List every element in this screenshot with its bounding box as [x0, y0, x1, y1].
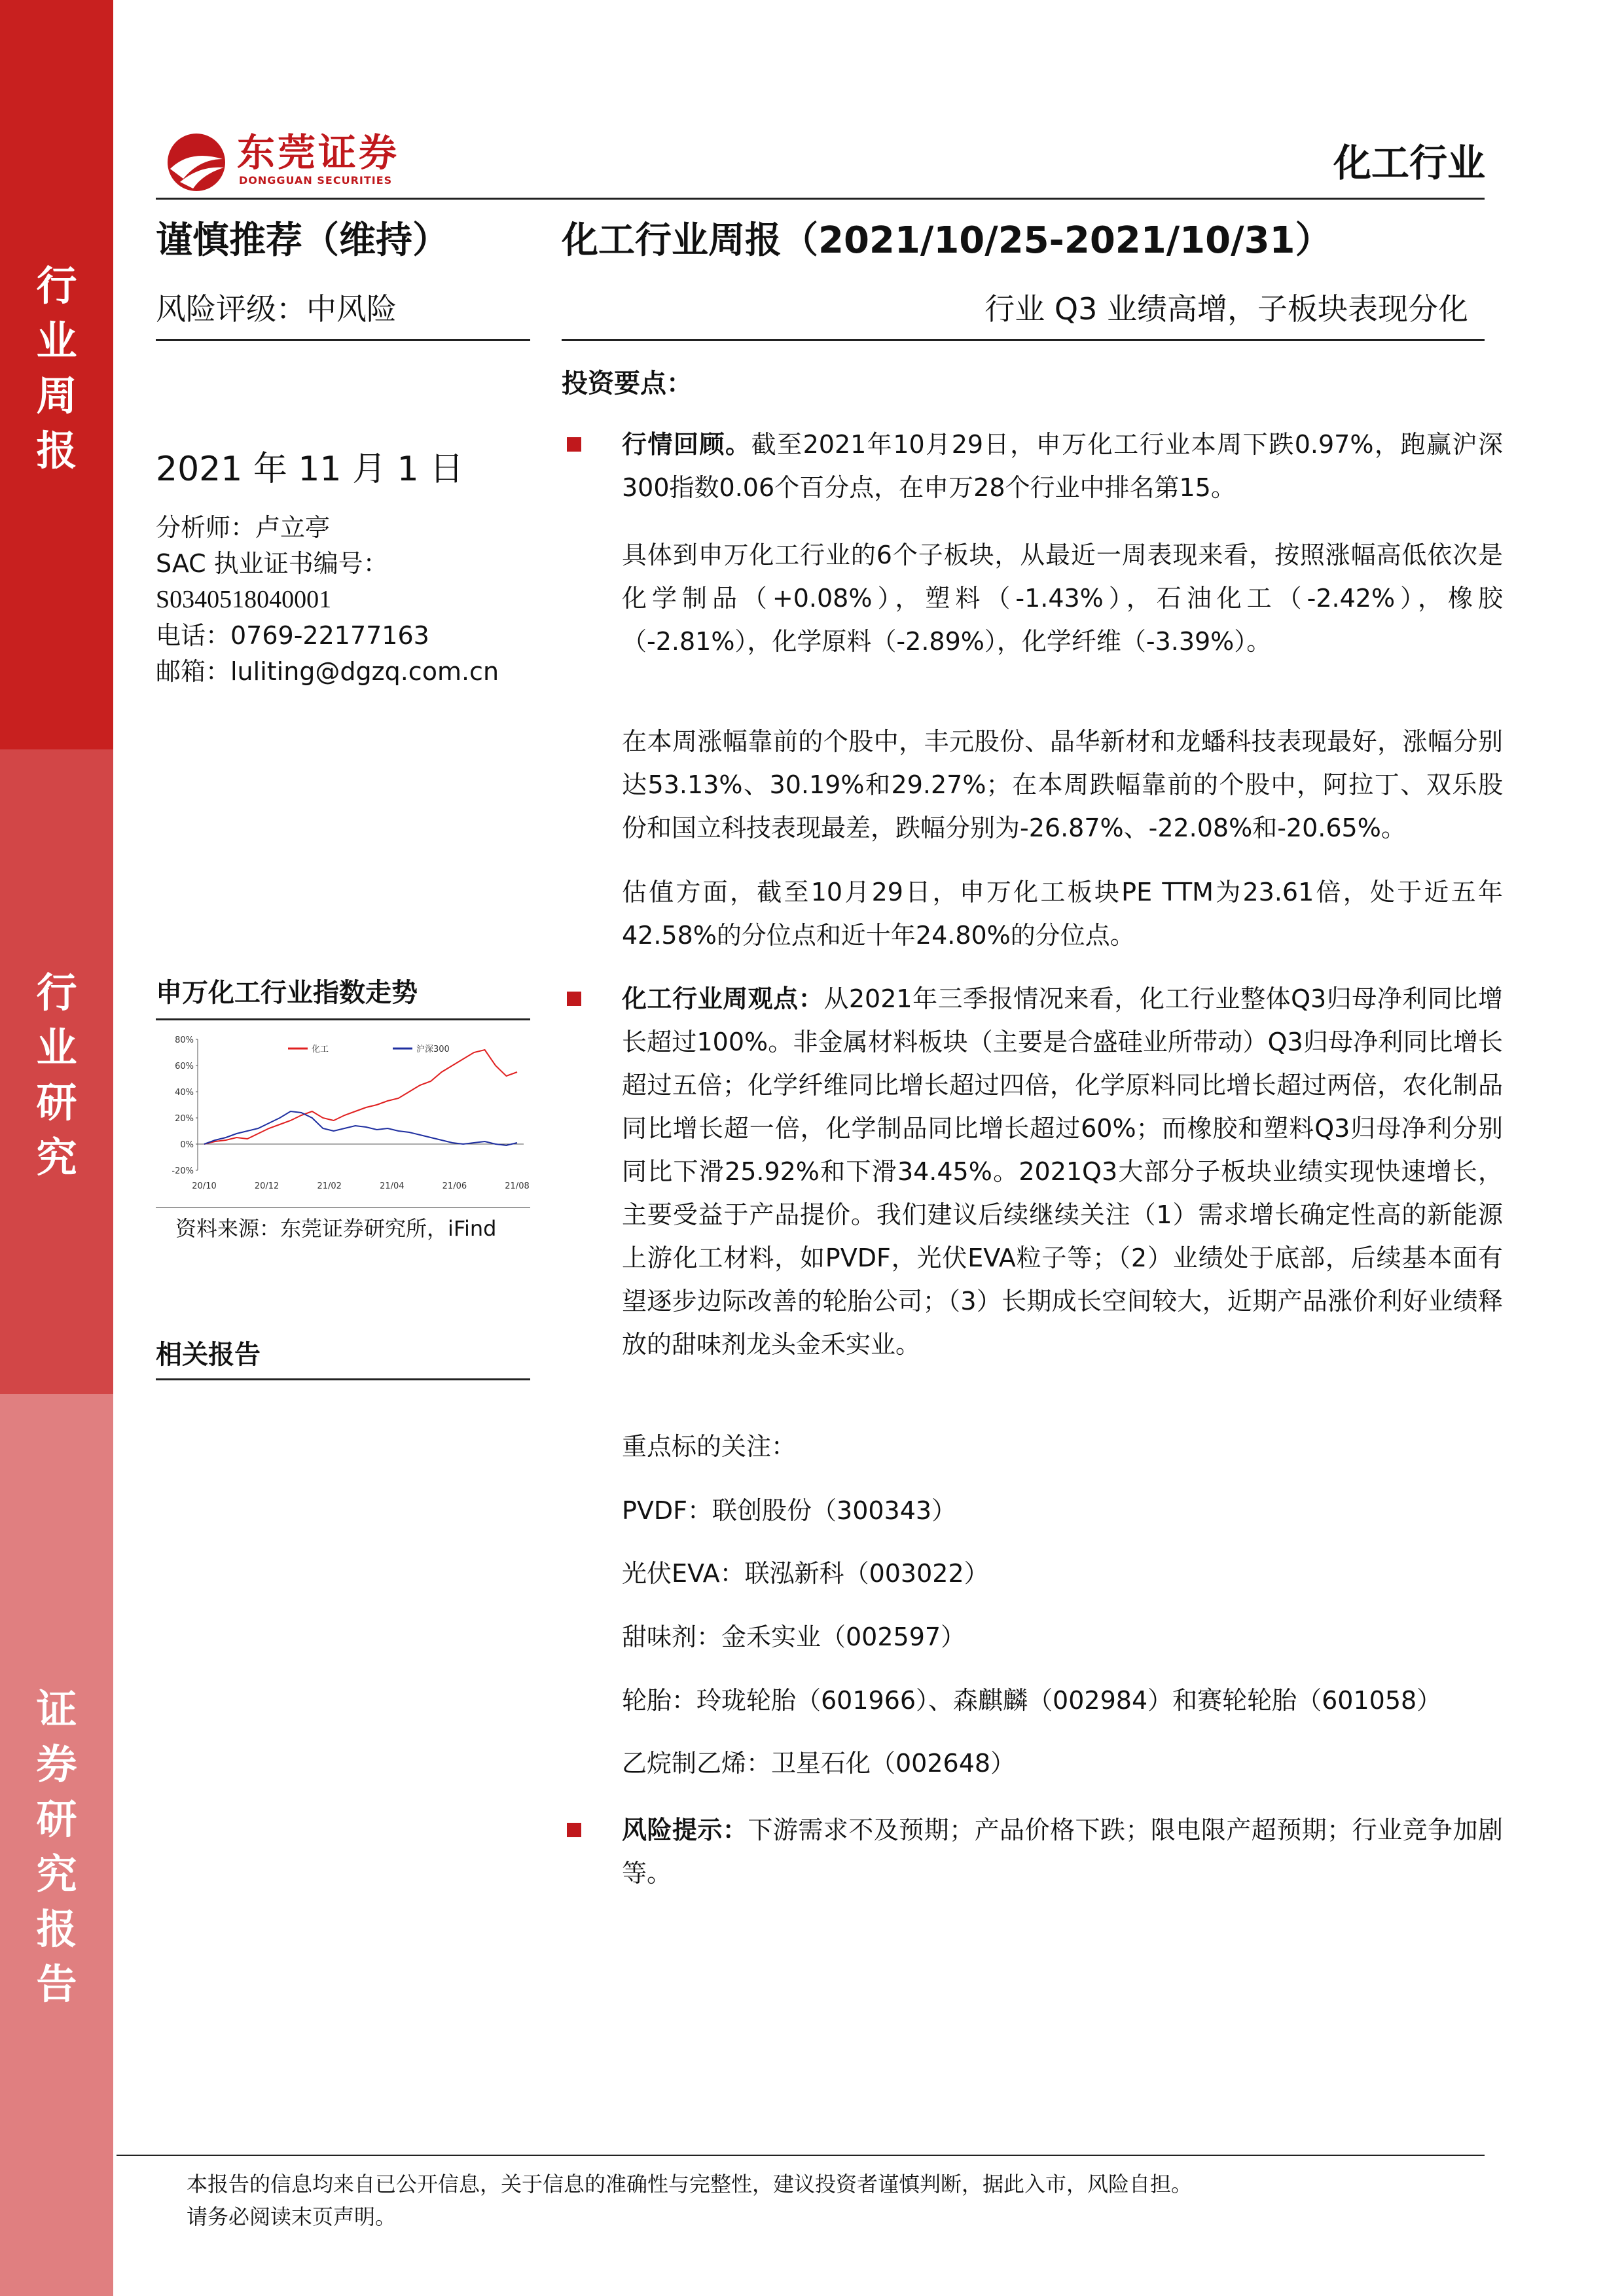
report-subtitle: 行业 Q3 业绩高增，子板块表现分化 — [984, 291, 1468, 327]
analyst-email: 邮箱：luliting@dgzq.com.cn — [156, 657, 499, 686]
chart-source: 资料来源：东莞证券研究所，iFind — [175, 1216, 497, 1241]
y-tick-label: 20% — [175, 1114, 194, 1124]
market-review-body: 截至2021年10月29日，申万化工行业本周下跌0.97%，跑赢沪深300指数0.06个百分点，在申万28个行业中排名第15。 — [622, 430, 1503, 502]
footer-notice: 请务必阅读末页声明。 — [187, 2204, 397, 2229]
side-band-section-1 — [0, 0, 113, 749]
side-band-label-1: 行业周报 — [36, 262, 77, 475]
stock-movers-paragraph: 在本周涨幅靠前的个股中，丰元股份、晶华新材和龙蟠科技表现最好，涨幅分别达53.13%、30.19%和29.27%；在本周跌幅靠前的个股中，阿拉丁、双乐股份和国立科技表现最差，跌幅分别为-26.87%、-22.08%和-20.65%。 — [622, 727, 1503, 842]
analyst-phone: 电话：0769-22177163 — [156, 621, 429, 650]
analyst-name: 分析师：卢立亭 — [156, 513, 331, 542]
risk-lead: 风险提示： — [622, 1816, 748, 1844]
focus-item: 光伏EVA：联泓新科（003022） — [622, 1559, 989, 1588]
chart-title: 申万化工行业指数走势 — [156, 978, 418, 1008]
x-tick-label: 21/08 — [505, 1181, 530, 1191]
x-tick-label: 21/06 — [442, 1181, 467, 1191]
y-tick-label: 40% — [175, 1088, 194, 1098]
index-trend-chart — [157, 1028, 530, 1198]
rating: 谨慎推荐（维持） — [156, 219, 449, 262]
footer-disclaimer: 本报告的信息均来自已公开信息，关于信息的准确性与完整性，建议投资者谨慎判断，据此入市，风险自担。 — [187, 2172, 1193, 2197]
side-band-section-3 — [0, 1394, 113, 2296]
bullet-square-icon — [567, 1823, 581, 1837]
y-tick-label: 60% — [175, 1062, 194, 1071]
legend-label: 化工 — [312, 1045, 329, 1054]
weekly-view-lead: 化工行业周观点： — [622, 984, 824, 1013]
brand-name-en: DONGGUAN SECURITIES — [239, 174, 393, 187]
market-review-paragraph — [622, 423, 1503, 509]
focus-item: PVDF：联创股份（300343） — [622, 1496, 957, 1525]
legend-label: 沪深300 — [416, 1045, 450, 1054]
y-tick-label: 0% — [180, 1140, 194, 1150]
key-points-title: 投资要点： — [562, 368, 693, 399]
header-rule — [156, 198, 1485, 200]
sac-label: SAC 执业证书编号： — [156, 549, 388, 578]
x-tick-label: 21/04 — [380, 1181, 405, 1191]
rating-rule — [156, 339, 530, 341]
focus-item: 轮胎：玲珑轮胎（601966）、森麒麟（002984）和赛轮轮胎（601058） — [622, 1686, 1442, 1715]
brand-logo-icon — [164, 130, 229, 195]
side-band-label-3: 证券研究报告 — [36, 1685, 77, 2008]
x-tick-label: 20/10 — [192, 1181, 217, 1191]
title-rule — [562, 339, 1485, 341]
valuation-paragraph: 估值方面，截至10月29日，申万化工板块PE TTM为23.61倍，处于近五年42.58%的分位点和近十年24.80%的分位点。 — [622, 878, 1503, 950]
y-tick-label: -20% — [171, 1166, 194, 1176]
report-title: 化工行业周报（2021/10/25-2021/10/31） — [562, 219, 1332, 262]
chart-title-rule — [156, 1018, 530, 1020]
related-reports-title: 相关报告 — [156, 1340, 261, 1370]
market-review-lead: 行情回顾。 — [622, 430, 751, 459]
weekly-view-paragraph — [622, 977, 1503, 1366]
focus-item: 乙烷制乙烯：卫星石化（002648） — [622, 1749, 1016, 1778]
sac-number: S0340518040001 — [156, 586, 332, 613]
bullet-square-icon — [567, 992, 581, 1006]
risk-level: 风险评级：中风险 — [156, 291, 397, 327]
footer-rule — [117, 2155, 1485, 2156]
weekly-view-body: 从2021年三季报情况来看，化工行业整体Q3归母净利同比增长超过100%。非金属材料板块（主要是合盛硅业所带动）Q3归母净利同比增长超过五倍；化学纤维同比增长超过四倍，化学原料同比增长超过两倍，农化制品同比增长超一倍，化学制品同比增长超过60%；而橡胶和塑料Q3归母净利分别同比下滑25.92%和下滑34.45%。2021Q3大部分子板块业绩实现快速增长，主要受益于产品提价。我们建议后续继续关注（1）需求增长确定性高的新能源上游化工材料，如PVDF，光伏EVA粒子等；（2）业绩处于底部，后续基本面有望逐步边际改善的轮胎公司；（3）长期成长空间较大，近期产品涨价利好业绩释放的甜味剂龙头金禾实业。 — [622, 984, 1503, 1359]
risk-paragraph — [622, 1808, 1503, 1895]
side-band-label-2: 行业研究 — [36, 969, 77, 1181]
x-tick-label: 21/02 — [317, 1181, 342, 1191]
sub-sector-paragraph: 具体到申万化工行业的6个子板块，从最近一周表现来看，按照涨幅高低依次是化学制品（+0.08%），塑料（-1.43%），石油化工（-2.42%），橡胶（-2.81%），化学原料（-2.89%），化学纤维（-3.39%）。 — [622, 541, 1503, 656]
brand-name-cn: 东莞证券 — [237, 130, 400, 175]
series-line — [204, 1111, 517, 1145]
side-band-section-2 — [0, 749, 113, 1394]
risk-body: 下游需求不及预期；产品价格下跌；限电限产超预期；行业竞争加剧等。 — [622, 1816, 1503, 1888]
brand-logo — [164, 130, 425, 195]
bullet-square-icon — [567, 437, 581, 452]
focus-item: 甜味剂：金禾实业（002597） — [622, 1623, 966, 1651]
y-tick-label: 80% — [175, 1035, 194, 1045]
x-tick-label: 20/12 — [254, 1181, 280, 1191]
related-reports-rule — [156, 1378, 530, 1380]
chart-source-rule — [156, 1207, 530, 1208]
industry-label: 化工行业 — [1333, 141, 1485, 185]
focus-title: 重点标的关注： — [622, 1432, 797, 1461]
report-date: 2021 年 11 月 1 日 — [156, 450, 464, 489]
